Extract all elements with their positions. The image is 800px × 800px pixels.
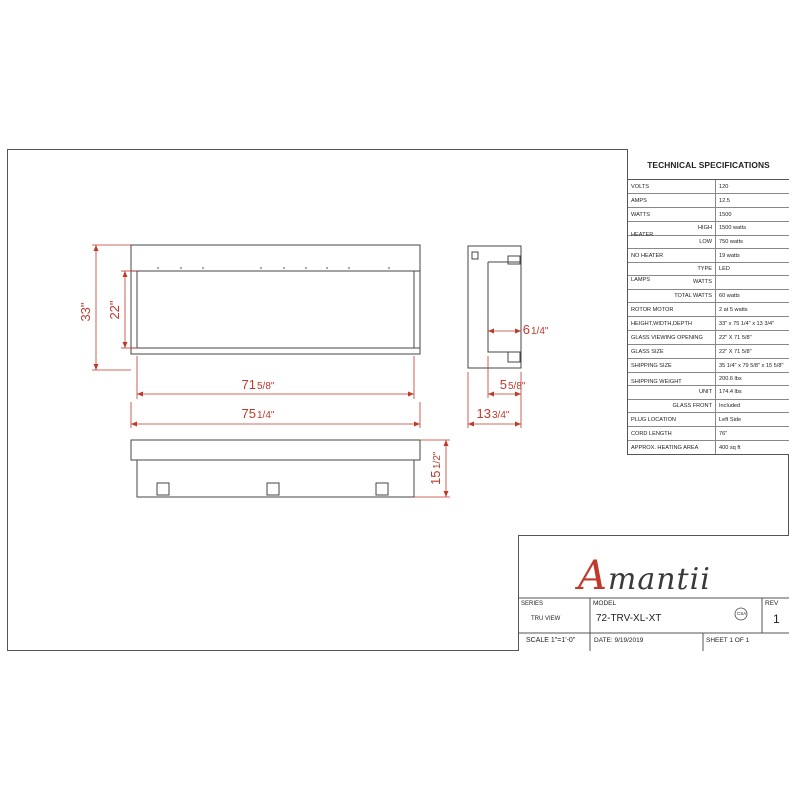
model-value: 72-TRV-XL-XT — [596, 613, 662, 624]
spec-label: HEATER — [631, 232, 654, 238]
spec-label: CORD LENGTH — [628, 427, 716, 440]
series-label: SERIES — [521, 601, 544, 607]
spec-subkey: WATTS — [628, 276, 716, 288]
spec-label: SHIPPING WEIGHT — [631, 379, 682, 385]
scale-text: SCALE 1"=1'-0" — [526, 637, 576, 644]
spec-value: LED — [719, 266, 730, 273]
dim-front-height: 33" — [78, 302, 93, 322]
dim-glass-height: 22" — [107, 300, 122, 320]
spec-value: 400 sq ft — [719, 444, 741, 451]
spec-label: VOLTS — [628, 180, 716, 193]
rev-label: REV — [765, 600, 779, 607]
spec-value: 33" x 75 1/4" x 13 3/4" — [719, 320, 775, 327]
spec-subkey: HIGH — [628, 222, 716, 235]
spec-label: LAMPS — [631, 277, 650, 284]
spec-table-title: TECHNICAL SPECIFICATIONS — [628, 151, 789, 180]
date-text: DATE: 9/19/2019 — [594, 637, 644, 644]
dim-side-bottom-whole: 5 — [499, 377, 507, 392]
spec-subkey: TYPE — [628, 263, 716, 275]
spec-subkey: UNIT — [628, 386, 716, 398]
spec-label: APPROX. HEATING AREA — [628, 441, 716, 454]
spec-label: GLASS VIEWING OPENING — [628, 331, 716, 344]
dim-top-depth-whole: 15 — [428, 470, 443, 485]
logo-initial: A — [578, 553, 608, 599]
dim-side-inset-whole: 6 — [522, 322, 530, 337]
spec-value: 19 watts — [719, 252, 740, 259]
dim-depth-frac: 3/4" — [492, 410, 510, 421]
spec-value: 22" X 71 5/8" — [719, 348, 752, 355]
spec-value: 120 — [719, 183, 729, 190]
dim-top-depth-frac: 1/2" — [432, 451, 443, 469]
spec-value: 750 watts — [719, 238, 743, 245]
dim-side-inset-frac: 1/4" — [531, 326, 549, 337]
dim-total-width-whole: 75 — [241, 406, 256, 421]
logo-text: mantii — [607, 562, 711, 597]
spec-value: 200.6 lbs — [719, 376, 742, 383]
dim-depth-whole: 13 — [476, 406, 491, 421]
spec-value: 1500 watts — [719, 225, 747, 232]
spec-value: 174.4 lbs — [719, 389, 742, 396]
spec-label: WATTS — [628, 208, 716, 221]
spec-label: NO HEATER — [628, 249, 716, 262]
spec-subkey: LOW — [628, 236, 716, 249]
spec-subkey: GLASS FRONT — [628, 400, 716, 412]
spec-value: Left Side — [719, 416, 742, 423]
spec-label: GLASS SIZE — [628, 345, 716, 358]
series-value: TRU VIEW — [531, 616, 561, 622]
dim-glass-width-frac: 5/8" — [257, 381, 275, 392]
spec-value: 60 watts — [719, 292, 740, 299]
cert-mark: CSA — [737, 611, 747, 616]
sheet-text: SHEET 1 OF 1 — [706, 637, 750, 644]
rev-value: 1 — [773, 612, 780, 626]
spec-label: ROTOR MOTOR — [628, 303, 716, 316]
spec-subkey: TOTAL WATTS — [628, 290, 716, 302]
spec-value: 35 1/4" x 79 5/8" x 15 5/8" — [719, 362, 784, 369]
spec-value: 22" X 71 5/8" — [719, 334, 752, 341]
dim-glass-width-whole: 71 — [241, 377, 256, 392]
spec-label: HEIGHT,WIDTH,DEPTH — [628, 317, 716, 330]
spec-value: Included — [719, 402, 741, 409]
spec-label: PLUG LOCATION — [628, 413, 716, 426]
spec-value: 76" — [719, 430, 728, 437]
spec-value: 1500 — [719, 211, 732, 218]
spec-label: SHIPPING SIZE — [628, 359, 716, 372]
spec-value: 12.5 — [719, 197, 730, 204]
dim-side-bottom-frac: 5/8" — [508, 381, 526, 392]
dim-total-width-frac: 1/4" — [257, 410, 275, 421]
spec-label: AMPS — [628, 194, 716, 207]
model-label: MODEL — [593, 600, 617, 607]
spec-value: 2 at 5 watts — [719, 306, 748, 313]
